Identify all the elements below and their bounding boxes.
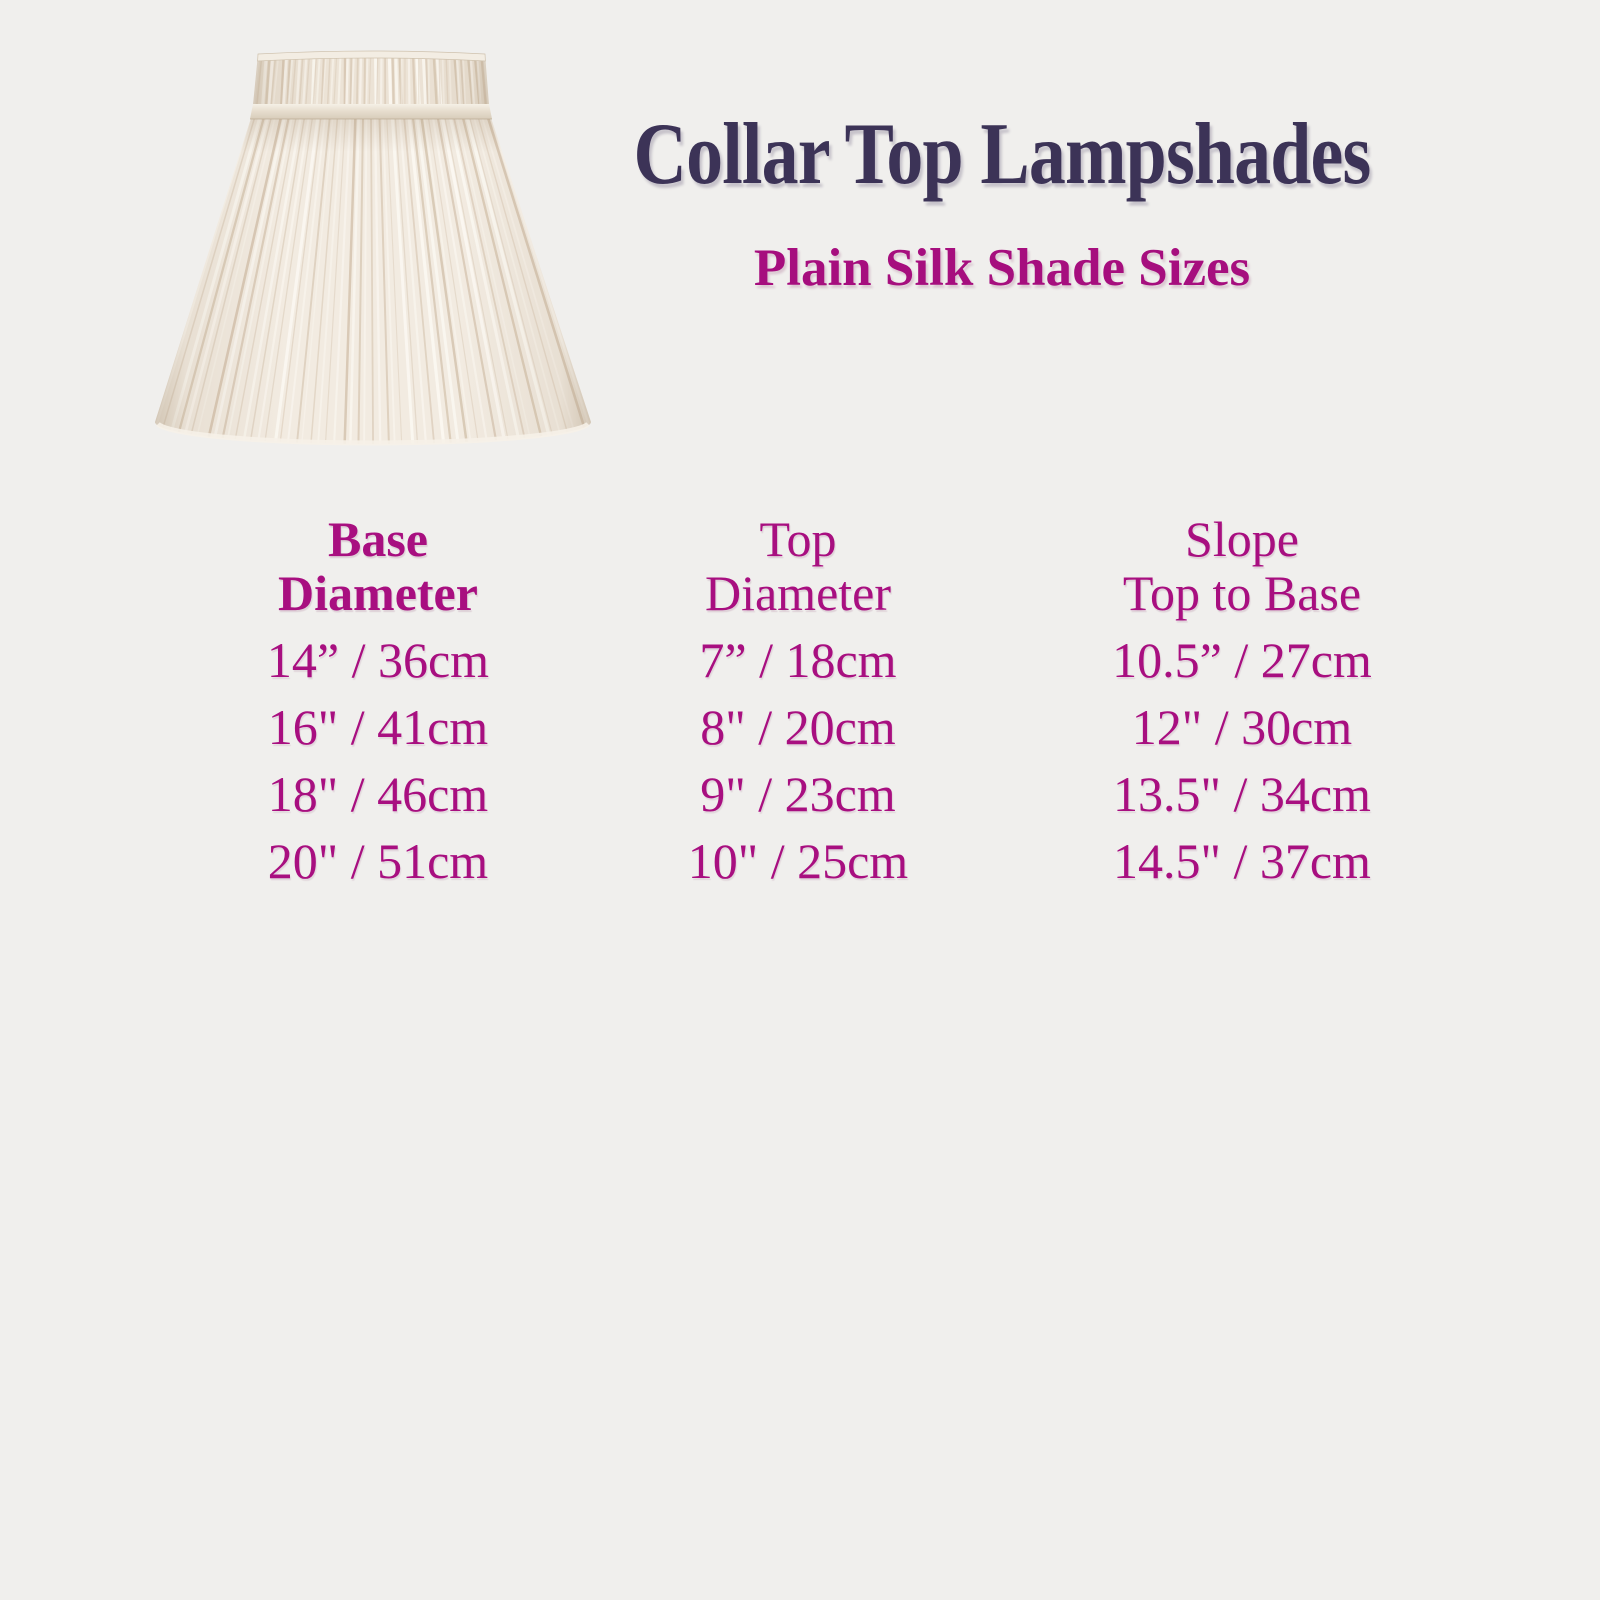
page-subtitle: Plain Silk Shade Sizes: [753, 239, 1251, 297]
table-cell: 14.5" / 37cm: [1113, 833, 1371, 889]
page-title: Collar Top Lampshades: [633, 106, 1371, 203]
table-cell: 10.5” / 27cm: [1112, 632, 1372, 688]
lampshade-trim-band: [250, 104, 492, 119]
table-cell: 10" / 25cm: [687, 833, 909, 889]
table-cell: 12" / 30cm: [1131, 699, 1353, 755]
header-line: Top to Base: [1122, 565, 1362, 621]
column-header-slope: [1062, 512, 1422, 620]
column-base-diameter: [198, 512, 558, 895]
table-cell: 18" / 46cm: [267, 766, 489, 822]
column-rows: [1062, 627, 1422, 895]
column-header-base-diameter: [198, 512, 558, 620]
column-rows: [618, 627, 978, 895]
header-line: Base: [328, 511, 428, 567]
header-line: Diameter: [278, 565, 478, 621]
header-line: Top: [759, 511, 837, 567]
table-cell: 7” / 18cm: [699, 632, 897, 688]
table-cell: 16" / 41cm: [267, 699, 489, 755]
column-slope-top-to-base: [1062, 512, 1422, 895]
header-line: Diameter: [704, 565, 891, 621]
column-top-diameter: [618, 512, 978, 895]
table-cell: 13.5" / 34cm: [1113, 766, 1371, 822]
column-rows: [198, 627, 558, 895]
table-cell: 14” / 36cm: [266, 632, 490, 688]
table-cell: 8" / 20cm: [700, 699, 896, 755]
table-cell: 20" / 51cm: [267, 833, 489, 889]
column-header-top-diameter: [618, 512, 978, 620]
table-cell: 9" / 23cm: [700, 766, 896, 822]
size-table: [0, 512, 1600, 932]
header-line: Slope: [1185, 511, 1299, 567]
